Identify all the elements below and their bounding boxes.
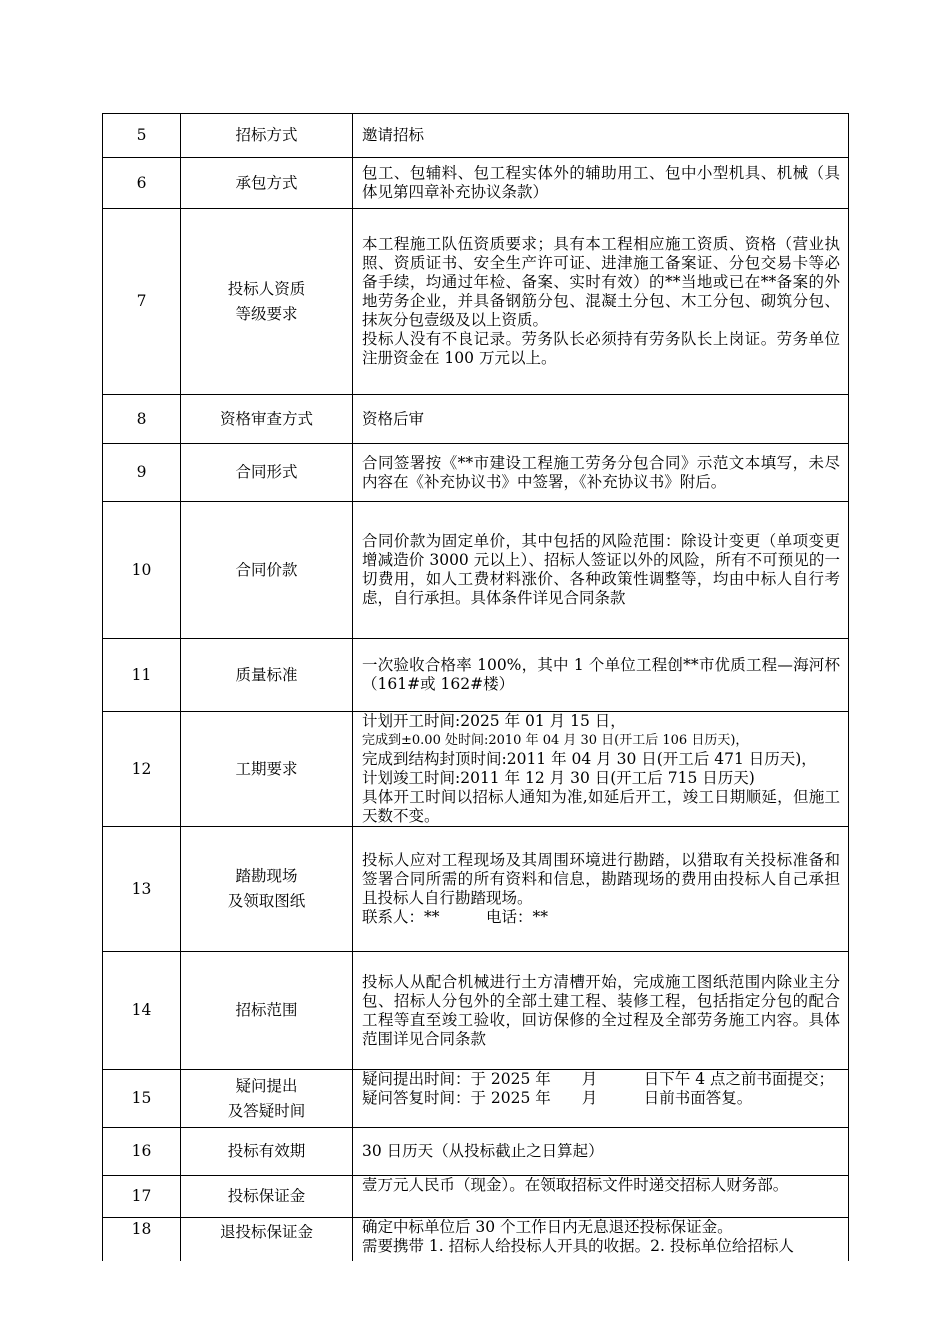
row-item xyxy=(181,502,353,639)
description-text: 确定中标单位后 30 个工作日内无息退还投标保证金。 xyxy=(362,1218,733,1236)
description-text: 30 日历天（从投标截止之日算起） xyxy=(362,1142,604,1160)
table-row xyxy=(103,1218,849,1261)
item-label: 招标方式 xyxy=(235,126,298,144)
row-number: 17 xyxy=(103,1176,181,1218)
description-text: 投标人没有不良记录。劳务队长必须持有劳务队长上岗证。劳务单位注册资金在 100 万元以上。 xyxy=(362,330,840,367)
table-row xyxy=(103,639,849,712)
description-text: 资格后审 xyxy=(362,409,425,428)
description-text: 一次验收合格率 100%，其中 1 个单位工程创**市优质工程—海河杯（161#或 162#楼） xyxy=(362,656,840,693)
row-description xyxy=(353,158,849,209)
item-label: 及答疑时间 xyxy=(227,1101,306,1120)
item-label: 疑问提出 xyxy=(235,1076,298,1095)
description-text: 合同价款为固定单价，其中包括的风险范围：除设计变更（单项变更增减造价 3000 元以上）、招标人签证以外的风险，所有不可预见的一切费用，如人工费材料涨价、各种政策性调整等，均由中标人自行考虑，自行承担。具体条件详见合同条款 xyxy=(362,532,840,607)
description-text: 壹万元人民币（现金）。在领取招标文件时递交招标人财务部。 xyxy=(362,1176,789,1194)
row-description xyxy=(353,1176,849,1218)
row-number: 15 xyxy=(103,1070,181,1128)
row-description xyxy=(353,502,849,639)
row-description xyxy=(353,114,849,158)
table-row xyxy=(103,158,849,209)
row-item xyxy=(181,444,353,502)
row-number: 12 xyxy=(103,712,181,827)
row-description xyxy=(353,444,849,502)
description-text: 具体开工时间以招标人通知为准,如延后开工，竣工日期顺延，但施工天数不变。 xyxy=(362,788,840,825)
description-text: 疑问提出时间：于 2025 年 月 日下午 4 点之前书面提交； xyxy=(362,1070,835,1088)
table-row xyxy=(103,209,849,395)
description-text: 包工、包辅料、包工程实体外的辅助用工、包中小型机具、机械（具体见第四章补充协议条款） xyxy=(362,164,840,201)
item-label: 投标人资质 xyxy=(227,279,306,298)
row-item xyxy=(181,209,353,395)
row-item xyxy=(181,158,353,209)
description-text: 需要携带 1. 招标人给投标人开具的收据。2. 投标单位给招标人 xyxy=(362,1237,794,1255)
table-row xyxy=(103,1128,849,1176)
item-label: 踏勘现场 xyxy=(235,867,298,885)
row-number: 18 xyxy=(103,1218,181,1261)
row-description xyxy=(353,1218,849,1261)
row-item xyxy=(181,1070,353,1128)
description-text: 本工程施工队伍资质要求；具有本工程相应施工资质、资格（营业执照、资质证书、安全生产许可证、进津施工备案证、分包交易卡等必备手续，均通过年检、备案、实时有效）的**当地或已在**备案的外地劳务企业，并具备钢筋分包、混凝土分包、木工分包、砌筑分包、抹灰分包壹级及以上资质。 xyxy=(362,235,840,329)
description-text: 邀请招标 xyxy=(362,126,425,144)
row-number: 8 xyxy=(103,395,181,444)
row-description xyxy=(353,827,849,952)
row-item xyxy=(181,1176,353,1218)
description-text: 完成到±0.00 处时间:2010 年 04 月 30 日(开工后 106 日历天)， xyxy=(362,733,749,748)
item-label: 等级要求 xyxy=(235,304,298,323)
description-text: 投标人从配合机械进行土方清槽开始，完成施工图纸范围内除业主分包、招标人分包外的全部土建工程、装修工程，包括指定分包的配合工程等直至竣工验收，回访保修的全过程及全部劳务施工内容。具体范围详见合同条款 xyxy=(362,972,840,1048)
description-text: 联系人：** 电话：** xyxy=(362,908,549,926)
item-label: 工期要求 xyxy=(235,759,298,778)
description-text: 计划竣工时间:2011 年 12 月 30 日(开工后 715 日历天) xyxy=(362,769,755,787)
row-number: 11 xyxy=(103,639,181,712)
row-item xyxy=(181,639,353,712)
row-number: 13 xyxy=(103,827,181,952)
row-item xyxy=(181,827,353,952)
row-item xyxy=(181,114,353,158)
item-label: 退投标保证金 xyxy=(219,1223,313,1241)
item-label: 投标有效期 xyxy=(227,1142,306,1160)
item-label: 承包方式 xyxy=(235,173,298,192)
table-row xyxy=(103,827,849,952)
item-label: 合同价款 xyxy=(235,560,298,579)
item-label: 资格审查方式 xyxy=(219,409,313,428)
bid-info-table xyxy=(102,113,849,1261)
row-item xyxy=(181,395,353,444)
row-number: 9 xyxy=(103,444,181,502)
row-number: 5 xyxy=(103,114,181,158)
description-text: 投标人应对工程现场及其周围环境进行勘踏，以猎取有关投标准备和签署合同所需的所有资料和信息，勘踏现场的费用由投标人自己承担且投标人自行勘踏现场。 xyxy=(362,851,840,907)
item-label: 质量标准 xyxy=(235,665,298,684)
description-text: 完成到结构封顶时间:2011 年 04 月 30 日(开工后 471 日历天)， xyxy=(362,750,817,768)
table-row xyxy=(103,712,849,827)
table-row xyxy=(103,952,849,1070)
item-label: 及领取图纸 xyxy=(227,892,306,910)
row-number: 10 xyxy=(103,502,181,639)
row-item xyxy=(181,1218,353,1261)
row-description xyxy=(353,209,849,395)
table-row xyxy=(103,395,849,444)
row-number: 7 xyxy=(103,209,181,395)
row-number: 16 xyxy=(103,1128,181,1176)
description-text: 计划开工时间:2025 年 01 月 15 日， xyxy=(362,712,626,730)
table-row xyxy=(103,1070,849,1128)
item-label: 投标保证金 xyxy=(227,1187,306,1205)
row-description xyxy=(353,952,849,1070)
row-description xyxy=(353,712,849,827)
row-item xyxy=(181,1128,353,1176)
row-description xyxy=(353,1128,849,1176)
description-text: 疑问答复时间：于 2025 年 月 日前书面答复。 xyxy=(362,1089,753,1107)
row-item xyxy=(181,952,353,1070)
item-label: 招标范围 xyxy=(235,1001,298,1019)
table-row xyxy=(103,444,849,502)
row-number: 14 xyxy=(103,952,181,1070)
row-item xyxy=(181,712,353,827)
table-row xyxy=(103,502,849,639)
table-row xyxy=(103,114,849,158)
row-description xyxy=(353,1070,849,1128)
item-label: 合同形式 xyxy=(235,463,298,481)
row-description xyxy=(353,639,849,712)
description-text: 合同签署按《**市建设工程施工劳务分包合同》示范文本填写，未尽内容在《补充协议书》中签署，《补充协议书》附后。 xyxy=(362,453,840,491)
row-description xyxy=(353,395,849,444)
row-number: 6 xyxy=(103,158,181,209)
table-row xyxy=(103,1176,849,1218)
